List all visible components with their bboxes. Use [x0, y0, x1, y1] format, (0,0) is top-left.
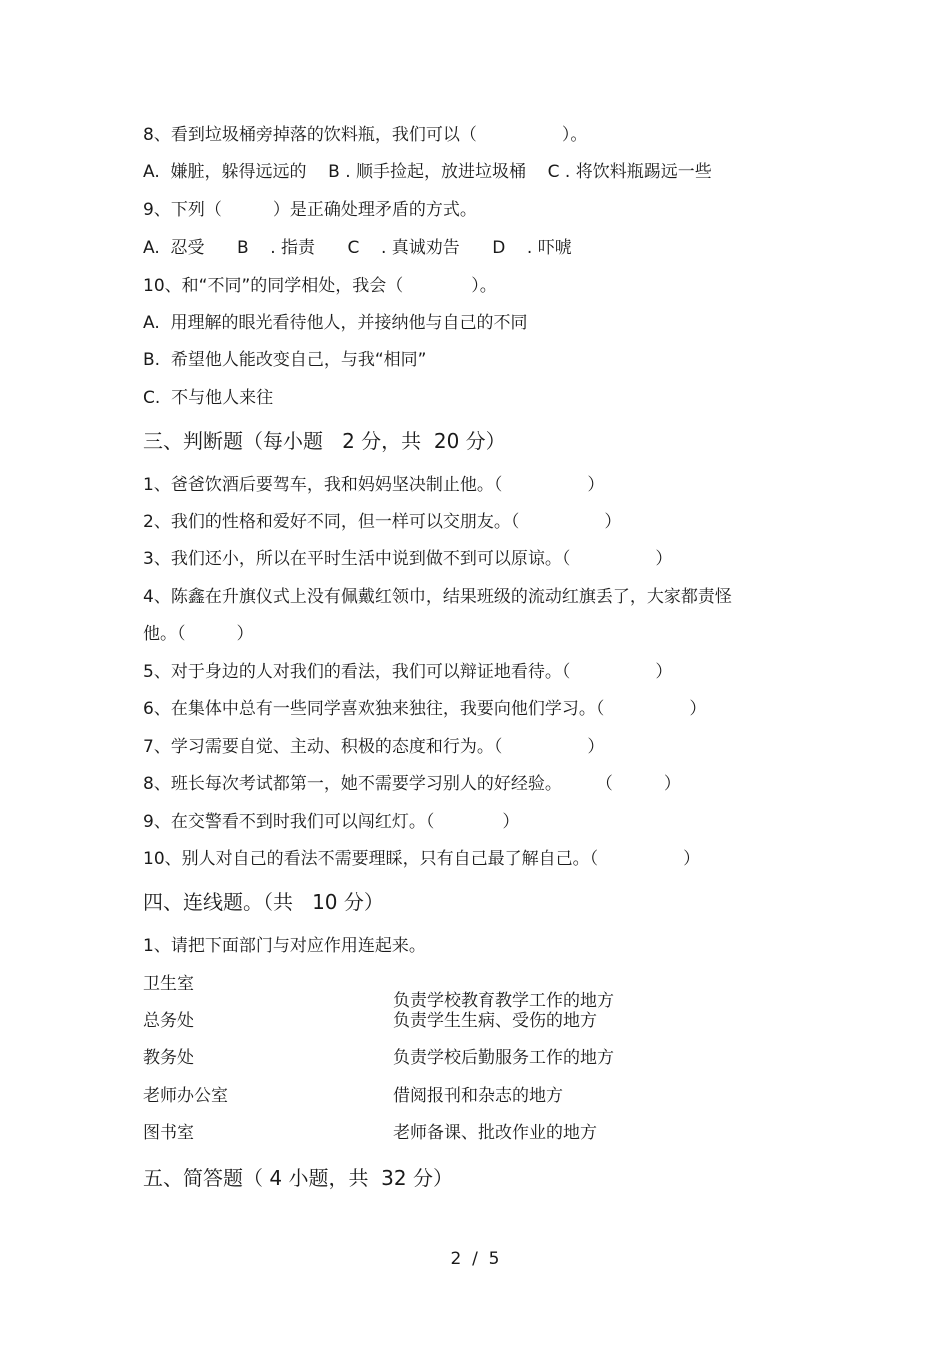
section-3-title: 三、判断题（每小题 2 分，共 20 分）	[143, 429, 506, 453]
question-10-stem: 10、和“不同”的同学相处，我会（ ）。	[143, 276, 497, 296]
matching-left-item: 总务处	[143, 1011, 194, 1031]
matching-left-item: 教务处	[143, 1048, 194, 1068]
matching-right-item: 借阅报刊和杂志的地方	[393, 1086, 563, 1106]
judge-item-9: 9、在交警看不到时我们可以闯红灯。（ ）	[143, 812, 520, 832]
judge-item-5: 5、对于身边的人对我们的看法，我们可以辩证地看待。（ ）	[143, 662, 673, 682]
judge-item-2: 2、我们的性格和爱好不同，但一样可以交朋友。（ ）	[143, 512, 622, 532]
matching-right-item: 负责学生生病、受伤的地方	[393, 1011, 597, 1031]
judge-item-3: 3、我们还小，所以在平时生活中说到做不到可以原谅。（ ）	[143, 549, 673, 569]
section-4-title: 四、连线题。（共 10 分）	[143, 890, 384, 914]
question-10-option-a: A. 用理解的眼光看待他人，并接纳他与自己的不同	[143, 313, 528, 333]
matching-left-item: 卫生室	[143, 974, 194, 994]
question-10-option-c: C. 不与他人来往	[143, 388, 274, 408]
matching-right-item: 老师备课、批改作业的地方	[393, 1123, 597, 1143]
judge-item-10: 10、别人对自己的看法不需要理睬，只有自己最了解自己。（ ）	[143, 849, 701, 869]
question-9-options: A. 忍受 B . 指责 C . 真诚劝告 D . 吓唬	[143, 238, 572, 258]
matching-instruction: 1、请把下面部门与对应作用连起来。	[143, 936, 426, 956]
judge-item-7: 7、学习需要自觉、主动、积极的态度和行为。（ ）	[143, 737, 605, 757]
judge-item-8: 8、班长每次考试都第一，她不需要学习别人的好经验。 （ ）	[143, 774, 681, 794]
matching-right-item: 负责学校后勤服务工作的地方	[393, 1048, 614, 1068]
matching-left-item: 图书室	[143, 1123, 194, 1143]
judge-item-6: 6、在集体中总有一些同学喜欢独来独往，我要向他们学习。（ ）	[143, 699, 707, 719]
question-9-stem: 9、下列（ ）是正确处理矛盾的方式。	[143, 200, 477, 220]
judge-item-4: 4、陈鑫在升旗仪式上没有佩戴红领巾，结果班级的流动红旗丢了，大家都责怪	[143, 587, 732, 607]
matching-left-item: 老师办公室	[143, 1086, 228, 1106]
question-8-stem: 8、看到垃圾桶旁掉落的饮料瓶，我们可以（ ）。	[143, 125, 588, 145]
page-number: 2 / 5	[450, 1249, 500, 1269]
question-8-options: A. 嫌脏，躲得远远的 B . 顺手捡起，放进垃圾桶 C . 将饮料瓶踢远一些	[143, 162, 712, 182]
matching-right-item: 负责学校教育教学工作的地方	[393, 991, 614, 1011]
judge-item-1: 1、爸爸饮酒后要驾车，我和妈妈坚决制止他。（ ）	[143, 475, 605, 495]
section-5-title: 五、简答题（ 4 小题，共 32 分）	[143, 1166, 453, 1190]
judge-item-4-continued: 他。（ ）	[143, 624, 254, 644]
question-10-option-b: B. 希望他人能改变自己，与我“相同”	[143, 350, 427, 370]
